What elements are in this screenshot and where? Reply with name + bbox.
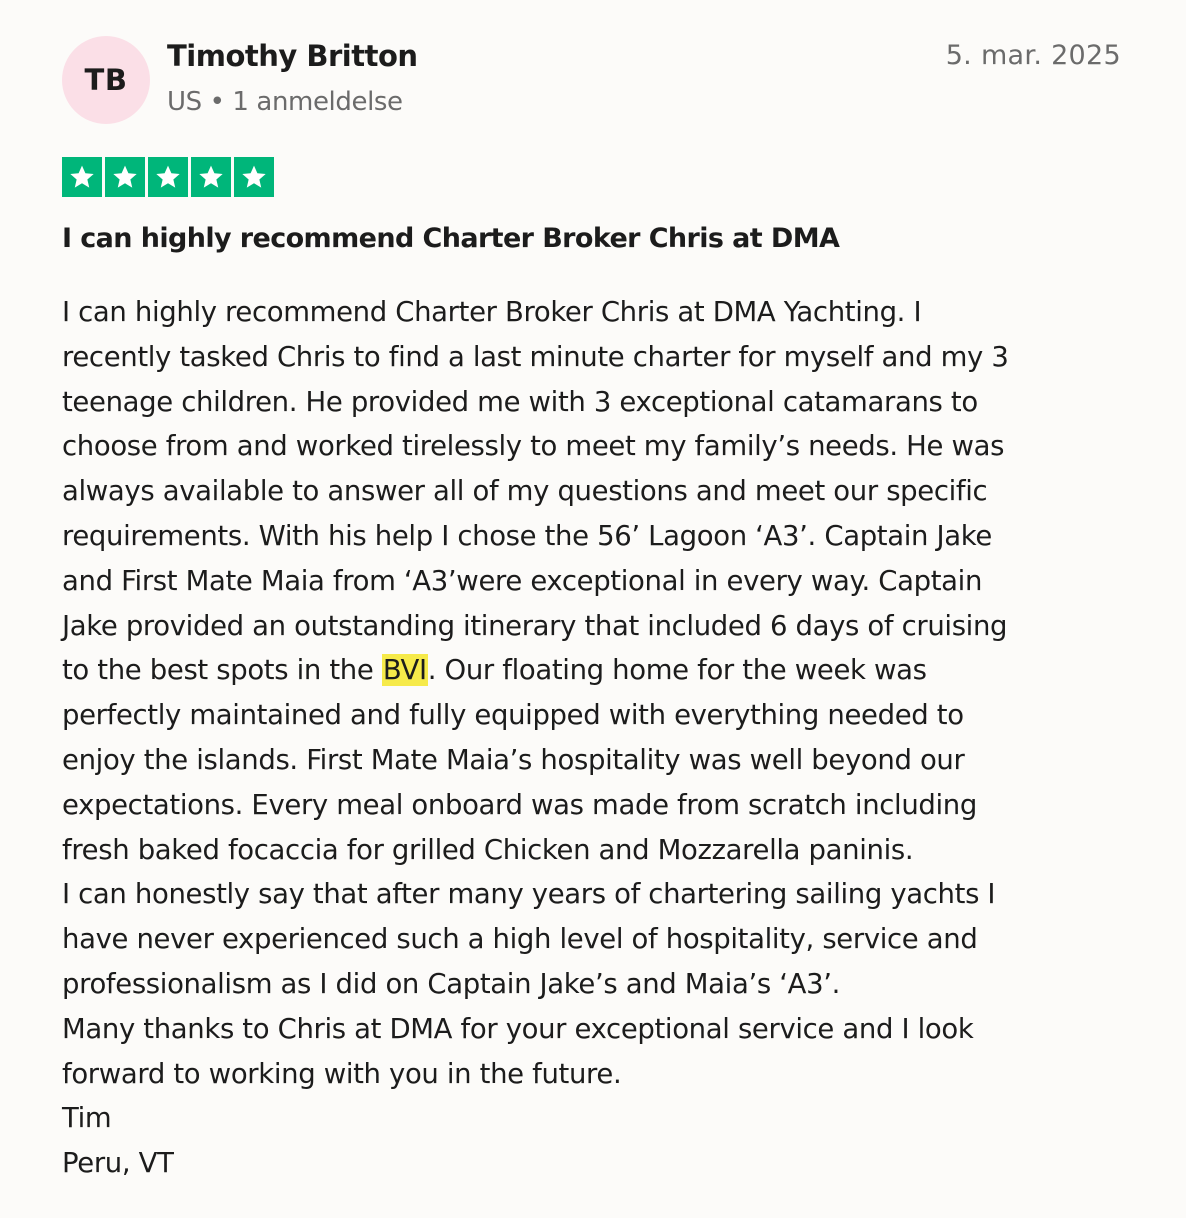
avatar-initials: TB	[84, 63, 128, 97]
review-body-line: I can honestly say that after many years of chartering sailing yachts I	[62, 878, 996, 911]
review-body-line: recently tasked Chris to find a last minute charter for myself and my 3	[62, 340, 1009, 373]
star-icon	[234, 157, 274, 197]
star-icon	[148, 157, 188, 197]
reviewer-name[interactable]: Timothy Britton	[167, 39, 418, 73]
highlighted-term: BVI	[382, 654, 427, 687]
review-body-line: Many thanks to Chris at DMA for your exceptional service and I look	[62, 1012, 974, 1045]
review-body-line: teenage children. He provided me with 3 exceptional catamarans to	[62, 385, 978, 418]
star-rating	[62, 157, 274, 197]
star-icon	[62, 157, 102, 197]
reviewer-meta: US • 1 anmeldelse	[167, 87, 403, 117]
review-date: 5. mar. 2025	[945, 40, 1121, 71]
review-title[interactable]: I can highly recommend Charter Broker Chris at DMA	[62, 223, 840, 254]
review-body-line: Tim	[62, 1102, 112, 1135]
review-body-line: to the best spots in the BVI. Our floating home for the week was	[62, 654, 927, 687]
avatar[interactable]	[62, 36, 150, 124]
review-body-line: Peru, VT	[62, 1147, 174, 1180]
review-body-line: Jake provided an outstanding itinerary that included 6 days of cruising	[62, 609, 1008, 642]
star-icon	[191, 157, 231, 197]
review-body-line: always available to answer all of my questions and meet our specific	[62, 475, 988, 508]
review-body-line: and First Mate Maia from ‘A3’were exceptional in every way. Captain	[62, 564, 983, 597]
review-body-line: choose from and worked tirelessly to meet my family’s needs. He was	[62, 430, 1005, 463]
review-body-line: I can highly recommend Charter Broker Chris at DMA Yachting. I	[62, 296, 922, 328]
review-body-line: expectations. Every meal onboard was made from scratch including	[62, 788, 977, 821]
review-body-line: fresh baked focaccia for grilled Chicken and Mozzarella paninis.	[62, 833, 914, 866]
review-body-line: perfectly maintained and fully equipped with everything needed to	[62, 699, 964, 732]
review-body-line: forward to working with you in the future.	[62, 1057, 622, 1090]
review-body-line: requirements. With his help I chose the 56’ Lagoon ‘A3’. Captain Jake	[62, 519, 992, 552]
review-body-line: enjoy the islands. First Mate Maia’s hospitality was well beyond our	[62, 743, 965, 776]
review-body	[62, 290, 1122, 1186]
review-body-line: have never experienced such a high level of hospitality, service and	[62, 923, 978, 956]
star-icon	[105, 157, 145, 197]
review-body-line: professionalism as I did on Captain Jake’s and Maia’s ‘A3’.	[62, 967, 841, 1000]
